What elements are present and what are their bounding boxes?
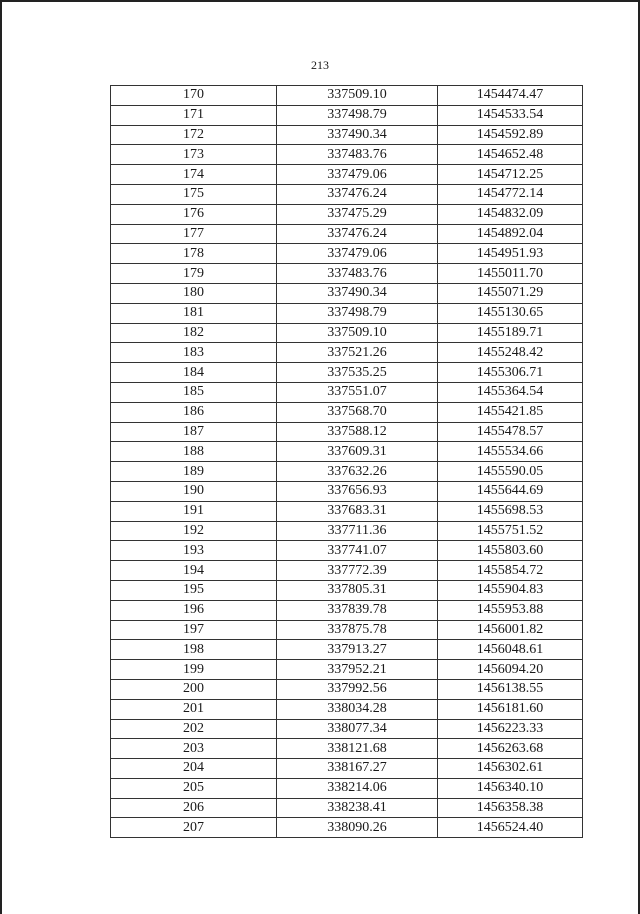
point-number-cell: 178 [111,244,277,264]
table-row [111,303,583,323]
table-row [111,264,583,284]
x-coordinate-cell: 337588.12 [277,422,438,442]
x-coordinate-cell: 338077.34 [277,719,438,739]
point-number-cell: 173 [111,145,277,165]
x-coordinate-cell: 337483.76 [277,264,438,284]
point-number-cell: 193 [111,541,277,561]
scan-border-top [0,0,640,2]
point-number-cell: 197 [111,620,277,640]
x-coordinate-cell: 337483.76 [277,145,438,165]
point-number-cell: 177 [111,224,277,244]
table-row [111,204,583,224]
y-coordinate-cell: 1454592.89 [438,125,583,145]
table-row [111,521,583,541]
point-number-cell: 196 [111,600,277,620]
x-coordinate-cell: 338121.68 [277,739,438,759]
table-row [111,125,583,145]
x-coordinate-cell: 337772.39 [277,561,438,581]
point-number-cell: 174 [111,165,277,185]
x-coordinate-cell: 338090.26 [277,818,438,838]
table-row [111,818,583,838]
point-number-cell: 183 [111,343,277,363]
y-coordinate-cell: 1456302.61 [438,759,583,779]
y-coordinate-cell: 1456001.82 [438,620,583,640]
point-number-cell: 201 [111,699,277,719]
y-coordinate-cell: 1455306.71 [438,363,583,383]
table-row [111,759,583,779]
table-row [111,481,583,501]
point-number-cell: 192 [111,521,277,541]
x-coordinate-cell: 338214.06 [277,778,438,798]
table-row [111,541,583,561]
table-row [111,244,583,264]
y-coordinate-cell: 1455590.05 [438,462,583,482]
point-number-cell: 190 [111,481,277,501]
x-coordinate-cell: 337490.34 [277,283,438,303]
y-coordinate-cell: 1455364.54 [438,382,583,402]
point-number-cell: 188 [111,442,277,462]
x-coordinate-cell: 337521.26 [277,343,438,363]
table-row [111,86,583,106]
x-coordinate-cell: 337875.78 [277,620,438,640]
y-coordinate-cell: 1456263.68 [438,739,583,759]
x-coordinate-cell: 337839.78 [277,600,438,620]
point-number-cell: 199 [111,660,277,680]
table-row [111,699,583,719]
table-row [111,224,583,244]
table-row [111,679,583,699]
y-coordinate-cell: 1455478.57 [438,422,583,442]
point-number-cell: 186 [111,402,277,422]
y-coordinate-cell: 1454474.47 [438,86,583,106]
table-row [111,363,583,383]
page-number: 213 [311,58,329,72]
y-coordinate-cell: 1455248.42 [438,343,583,363]
x-coordinate-cell: 337609.31 [277,442,438,462]
point-number-cell: 191 [111,501,277,521]
point-number-cell: 200 [111,679,277,699]
x-coordinate-cell: 337479.06 [277,244,438,264]
table-row [111,283,583,303]
x-coordinate-cell: 337711.36 [277,521,438,541]
x-coordinate-cell: 337805.31 [277,580,438,600]
point-number-cell: 181 [111,303,277,323]
point-number-cell: 202 [111,719,277,739]
point-number-cell: 203 [111,739,277,759]
y-coordinate-cell: 1455644.69 [438,481,583,501]
scan-border-left [0,0,2,914]
y-coordinate-cell: 1456048.61 [438,640,583,660]
x-coordinate-cell: 337551.07 [277,382,438,402]
y-coordinate-cell: 1456223.33 [438,719,583,739]
y-coordinate-cell: 1455698.53 [438,501,583,521]
point-number-cell: 194 [111,561,277,581]
y-coordinate-cell: 1456181.60 [438,699,583,719]
y-coordinate-cell: 1456094.20 [438,660,583,680]
table-row [111,105,583,125]
point-number-cell: 172 [111,125,277,145]
point-number-cell: 198 [111,640,277,660]
y-coordinate-cell: 1454772.14 [438,184,583,204]
y-coordinate-cell: 1454892.04 [438,224,583,244]
table-row [111,462,583,482]
point-number-cell: 195 [111,580,277,600]
point-number-cell: 206 [111,798,277,818]
y-coordinate-cell: 1455189.71 [438,323,583,343]
x-coordinate-cell: 337498.79 [277,303,438,323]
x-coordinate-cell: 338034.28 [277,699,438,719]
y-coordinate-cell: 1455071.29 [438,283,583,303]
table-row [111,442,583,462]
point-number-cell: 204 [111,759,277,779]
table-row [111,798,583,818]
y-coordinate-cell: 1455854.72 [438,561,583,581]
x-coordinate-cell: 337913.27 [277,640,438,660]
table-row [111,343,583,363]
y-coordinate-cell: 1455953.88 [438,600,583,620]
table-row [111,323,583,343]
point-number-cell: 179 [111,264,277,284]
table-row [111,145,583,165]
point-number-cell: 182 [111,323,277,343]
x-coordinate-cell: 337476.24 [277,224,438,244]
x-coordinate-cell: 337683.31 [277,501,438,521]
coordinate-table-body [111,86,583,838]
table-row [111,620,583,640]
x-coordinate-cell: 337535.25 [277,363,438,383]
table-row [111,719,583,739]
x-coordinate-cell: 337479.06 [277,165,438,185]
table-row [111,422,583,442]
y-coordinate-cell: 1454832.09 [438,204,583,224]
y-coordinate-cell: 1455904.83 [438,580,583,600]
table-row [111,184,583,204]
point-number-cell: 207 [111,818,277,838]
x-coordinate-cell: 337476.24 [277,184,438,204]
coordinate-table [110,85,583,838]
table-row [111,580,583,600]
point-number-cell: 187 [111,422,277,442]
table-row [111,165,583,185]
table-row [111,402,583,422]
point-number-cell: 170 [111,86,277,106]
table-row [111,660,583,680]
y-coordinate-cell: 1455751.52 [438,521,583,541]
table-row [111,561,583,581]
y-coordinate-cell: 1456340.10 [438,778,583,798]
y-coordinate-cell: 1455421.85 [438,402,583,422]
x-coordinate-cell: 337952.21 [277,660,438,680]
y-coordinate-cell: 1454533.54 [438,105,583,125]
point-number-cell: 175 [111,184,277,204]
point-number-cell: 176 [111,204,277,224]
x-coordinate-cell: 338167.27 [277,759,438,779]
y-coordinate-cell: 1456524.40 [438,818,583,838]
x-coordinate-cell: 337992.56 [277,679,438,699]
y-coordinate-cell: 1456138.55 [438,679,583,699]
y-coordinate-cell: 1454712.25 [438,165,583,185]
y-coordinate-cell: 1455534.66 [438,442,583,462]
point-number-cell: 205 [111,778,277,798]
point-number-cell: 189 [111,462,277,482]
table-row [111,382,583,402]
x-coordinate-cell: 337490.34 [277,125,438,145]
x-coordinate-cell: 337741.07 [277,541,438,561]
x-coordinate-cell: 337656.93 [277,481,438,501]
table-row [111,501,583,521]
x-coordinate-cell: 337498.79 [277,105,438,125]
table-row [111,739,583,759]
point-number-cell: 180 [111,283,277,303]
x-coordinate-cell: 337509.10 [277,323,438,343]
point-number-cell: 185 [111,382,277,402]
x-coordinate-cell: 338238.41 [277,798,438,818]
x-coordinate-cell: 337475.29 [277,204,438,224]
table-row [111,778,583,798]
y-coordinate-cell: 1456358.38 [438,798,583,818]
table-row [111,600,583,620]
y-coordinate-cell: 1454951.93 [438,244,583,264]
x-coordinate-cell: 337568.70 [277,402,438,422]
y-coordinate-cell: 1454652.48 [438,145,583,165]
y-coordinate-cell: 1455803.60 [438,541,583,561]
y-coordinate-cell: 1455130.65 [438,303,583,323]
x-coordinate-cell: 337509.10 [277,86,438,106]
point-number-cell: 171 [111,105,277,125]
y-coordinate-cell: 1455011.70 [438,264,583,284]
x-coordinate-cell: 337632.26 [277,462,438,482]
table-row [111,640,583,660]
point-number-cell: 184 [111,363,277,383]
